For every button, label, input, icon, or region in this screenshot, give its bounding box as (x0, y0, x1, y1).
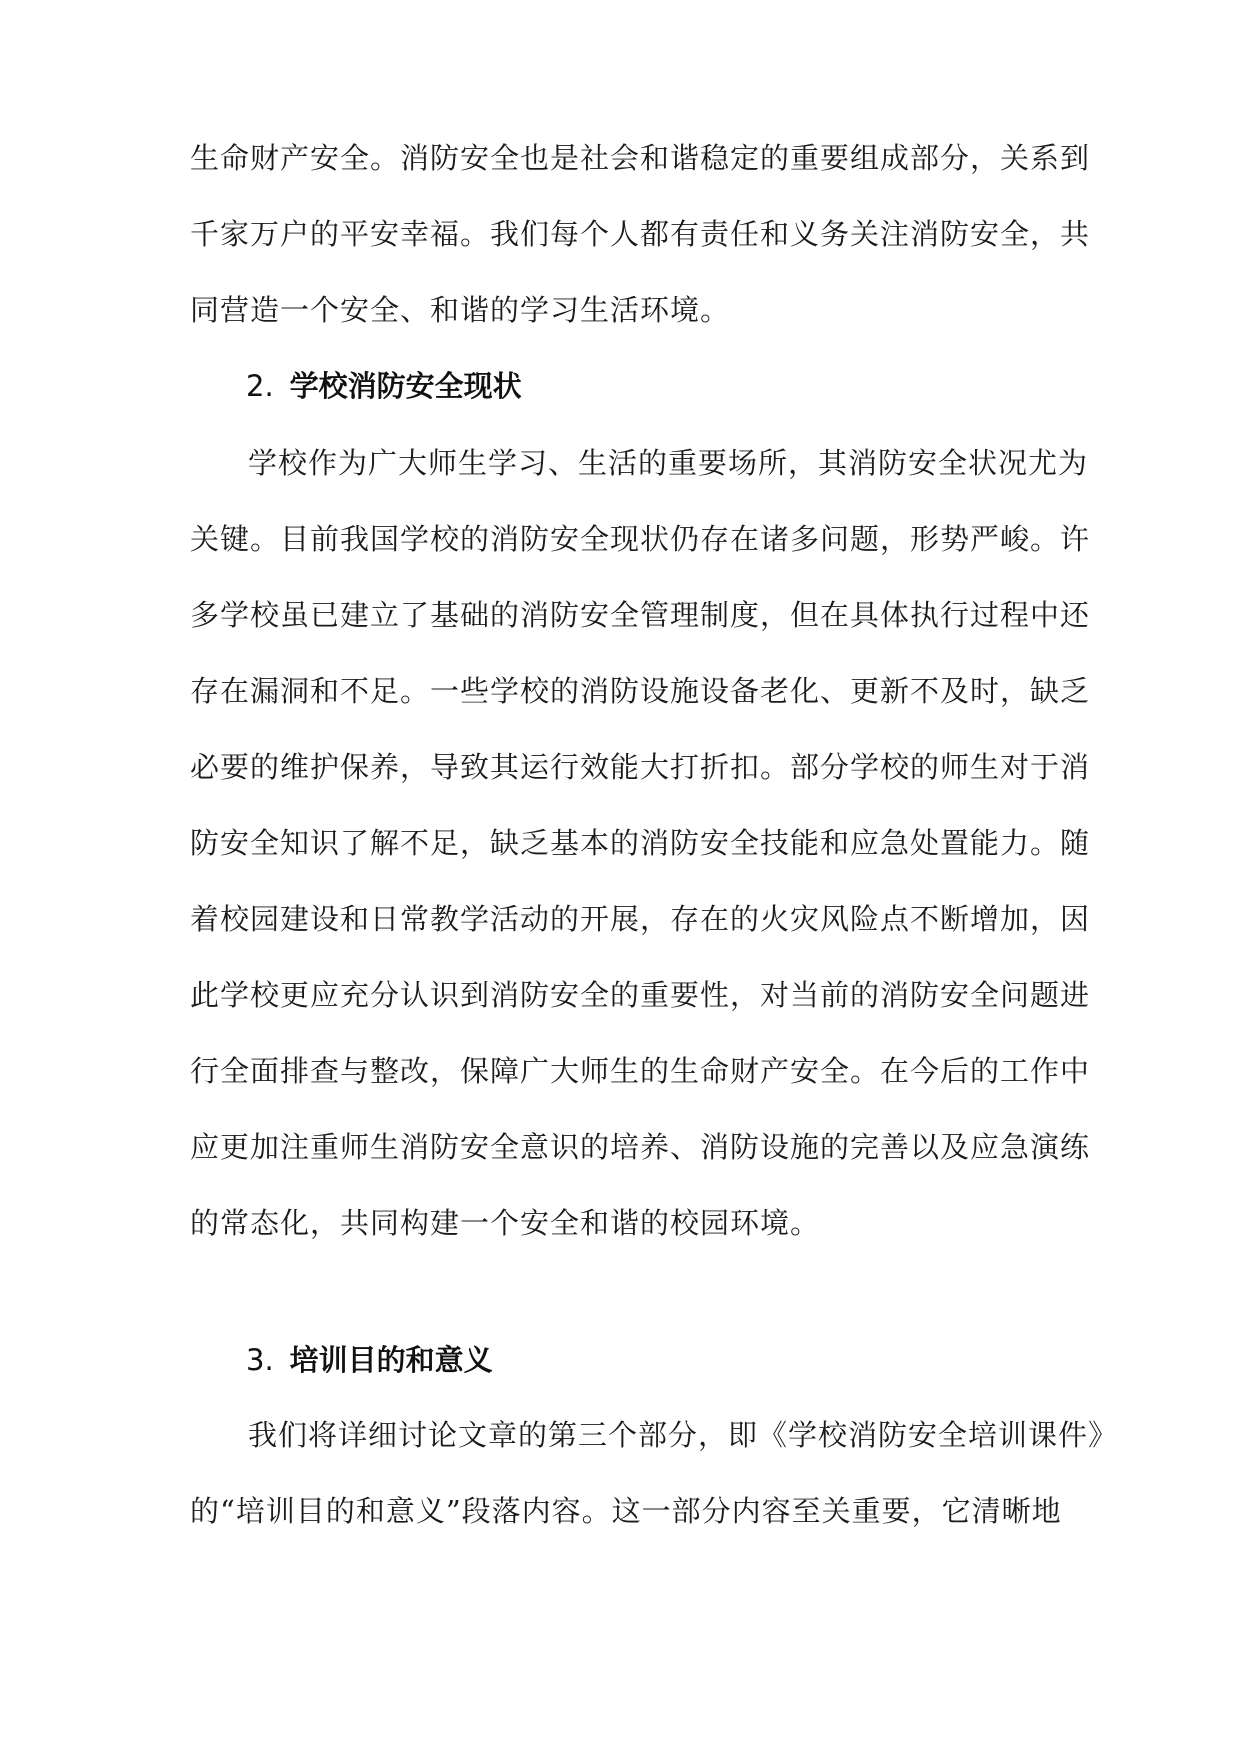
text-line: 着校园建设和日常教学活动的开展，存在的火灾风险点不断增加，因 (190, 902, 1091, 936)
paragraph-intro-continued (190, 120, 1091, 348)
text-line: 学校作为广大师生学习、生活的重要场所，其消防安全状况尤为 (248, 446, 1089, 480)
text-line: 的常态化，共同构建一个安全和谐的校园环境。 (190, 1206, 821, 1240)
text-line: 同营造一个安全、和谐的学习生活环境。 (190, 293, 731, 327)
text-line: 关键。目前我国学校的消防安全现状仍存在诸多问题，形势严峻。许 (190, 522, 1091, 556)
text-line: 必要的维护保养，导致其运行效能大打折扣。部分学校的师生对于消 (190, 750, 1091, 784)
text-line: 防安全知识了解不足，缺乏基本的消防安全技能和应急处置能力。随 (190, 826, 1091, 860)
text-line: 多学校虽已建立了基础的消防安全管理制度，但在具体执行过程中还 (190, 598, 1091, 632)
section-number: 3. (246, 1343, 274, 1377)
section-heading-3 (246, 1340, 493, 1380)
text-line: 的“培训目的和意义”段落内容。这一部分内容至关重要，它清晰地 (190, 1494, 1062, 1528)
text-line: 我们将详细讨论文章的第三个部分，即《学校消防安全培训课件》 (248, 1418, 1119, 1452)
text-line: 应更加注重师生消防安全意识的培养、消防设施的完善以及应急演练 (190, 1130, 1091, 1164)
section-title: 培训目的和意义 (289, 1343, 493, 1377)
paragraph-training-purpose (190, 1397, 1119, 1549)
text-line: 千家万户的平安幸福。我们每个人都有责任和义务关注消防安全，共 (190, 217, 1091, 251)
text-line: 行全面排查与整改，保障广大师生的生命财产安全。在今后的工作中 (190, 1054, 1091, 1088)
section-number: 2. (246, 369, 274, 403)
paragraph-school-fire-status (190, 425, 1091, 1261)
text-line: 存在漏洞和不足。一些学校的消防设施设备老化、更新不及时，缺乏 (190, 674, 1091, 708)
text-line: 生命财产安全。消防安全也是社会和谐稳定的重要组成部分，关系到 (190, 141, 1091, 175)
section-heading-2 (246, 366, 522, 406)
section-title: 学校消防安全现状 (289, 369, 522, 403)
text-line: 此学校更应充分认识到消防安全的重要性，对当前的消防安全问题进 (190, 978, 1091, 1012)
